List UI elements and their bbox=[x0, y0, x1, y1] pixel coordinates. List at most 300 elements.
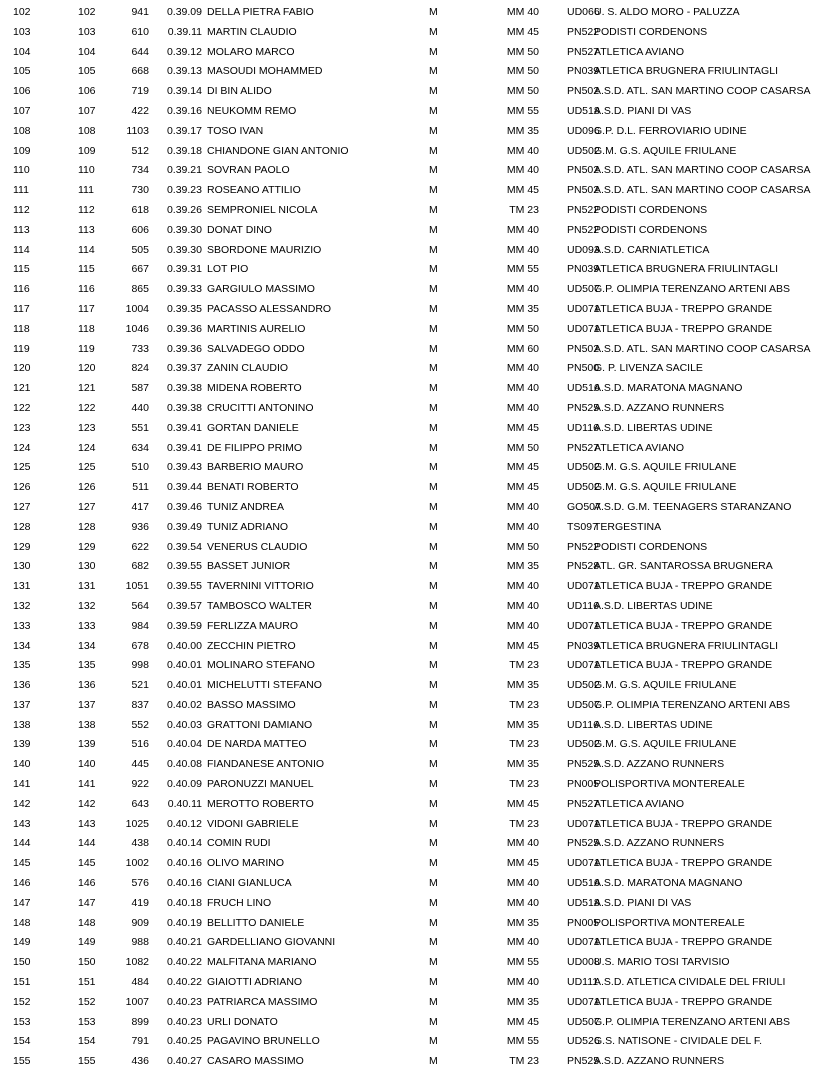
finish-time-cell: 0.39.31 bbox=[166, 263, 202, 276]
bib-number-cell: 644 bbox=[131, 45, 149, 58]
category-cell: MM 40 bbox=[506, 599, 539, 612]
bib-number-cell: 1002 bbox=[125, 857, 149, 870]
category-cell: TM 23 bbox=[509, 203, 539, 216]
finish-time-cell: 0.39.44 bbox=[166, 481, 202, 494]
club-code-cell: UD507 bbox=[567, 283, 600, 296]
sex-cell: M bbox=[429, 223, 438, 236]
finish-time-cell: 0.40.01 bbox=[166, 659, 202, 672]
club-name-cell: G.P. OLIMPIA TERENZANO ARTENI ABS bbox=[594, 283, 791, 296]
athlete-name-cell: TOSO IVAN bbox=[207, 124, 264, 137]
athlete-name-cell: DELLA PIETRA FABIO bbox=[207, 6, 314, 18]
club-code-cell: UD096 bbox=[567, 124, 600, 137]
athlete-name-cell: SBORDONE MAURIZIO bbox=[207, 243, 322, 256]
category-position-cell: 122 bbox=[78, 401, 96, 414]
club-code-cell: PN522 bbox=[567, 25, 600, 38]
club-code-cell: UD071 bbox=[567, 936, 600, 949]
category-position-cell: 102 bbox=[78, 6, 96, 18]
bib-number-cell: 438 bbox=[131, 837, 149, 850]
category-cell: MM 35 bbox=[506, 560, 539, 573]
finish-time-cell: 0.39.17 bbox=[166, 124, 202, 137]
position-cell: 154 bbox=[13, 1035, 31, 1048]
bib-number-cell: 1025 bbox=[125, 817, 149, 830]
category-position-cell: 154 bbox=[78, 1035, 96, 1048]
athlete-name-cell: FRUCH LINO bbox=[207, 896, 272, 909]
athlete-name-cell: MASOUDI MOHAMMED bbox=[207, 65, 323, 78]
club-name-cell: U.S. MARIO TOSI TARVISIO bbox=[594, 956, 730, 969]
finish-time-cell: 0.40.19 bbox=[166, 916, 202, 929]
finish-time-cell: 0.40.14 bbox=[166, 837, 202, 850]
club-code-cell: PN502 bbox=[567, 85, 600, 98]
position-cell: 144 bbox=[13, 837, 31, 850]
category-position-cell: 140 bbox=[78, 758, 96, 771]
bib-number-cell: 564 bbox=[131, 599, 149, 612]
category-cell: MM 35 bbox=[506, 916, 539, 929]
sex-cell: M bbox=[429, 1035, 438, 1048]
position-cell: 140 bbox=[13, 758, 31, 771]
club-code-cell: UD507 bbox=[567, 698, 600, 711]
table-row bbox=[0, 458, 820, 478]
athlete-name-cell: FERLIZZA MAURO bbox=[207, 619, 299, 632]
athlete-name-cell: OLIVO MARINO bbox=[207, 857, 285, 870]
table-row bbox=[0, 340, 820, 360]
athlete-name-cell: MOLARO MARCO bbox=[207, 45, 295, 58]
position-cell: 138 bbox=[13, 718, 31, 731]
position-cell: 145 bbox=[13, 857, 31, 870]
bib-number-cell: 936 bbox=[131, 520, 149, 533]
club-code-cell: UD071 bbox=[567, 580, 600, 593]
table-row bbox=[0, 260, 820, 280]
club-name-cell: A.S.D. AZZANO RUNNERS bbox=[594, 401, 725, 414]
table-row bbox=[0, 538, 820, 558]
bib-number-cell: 730 bbox=[131, 184, 149, 197]
sex-cell: M bbox=[429, 758, 438, 771]
club-code-cell: PN527 bbox=[567, 441, 600, 454]
finish-time-cell: 0.40.18 bbox=[166, 896, 202, 909]
category-position-cell: 130 bbox=[78, 560, 96, 573]
bib-number-cell: 419 bbox=[131, 896, 149, 909]
bib-number-cell: 521 bbox=[131, 679, 149, 692]
finish-time-cell: 0.40.00 bbox=[166, 639, 202, 652]
club-code-cell: UD071 bbox=[567, 619, 600, 632]
club-name-cell: G. P. LIVENZA SACILE bbox=[594, 362, 703, 375]
category-position-cell: 137 bbox=[78, 698, 96, 711]
club-name-cell: ATLETICA BUJA - TREPPO GRANDE bbox=[594, 995, 773, 1008]
club-name-cell: A.S.D. PIANI DI VAS bbox=[594, 896, 692, 909]
table-row bbox=[0, 716, 820, 736]
category-position-cell: 141 bbox=[78, 778, 96, 791]
table-row bbox=[0, 359, 820, 379]
category-cell: MM 40 bbox=[506, 896, 539, 909]
finish-time-cell: 0.39.12 bbox=[166, 45, 202, 58]
sex-cell: M bbox=[429, 6, 438, 18]
finish-time-cell: 0.39.36 bbox=[166, 322, 202, 335]
club-name-cell: G.M. G.S. AQUILE FRIULANE bbox=[594, 738, 737, 751]
sex-cell: M bbox=[429, 65, 438, 78]
category-position-cell: 120 bbox=[78, 362, 96, 375]
club-name-cell: PODISTI CORDENONS bbox=[594, 203, 708, 216]
club-name-cell: ATLETICA AVIANO bbox=[594, 45, 685, 58]
category-cell: MM 40 bbox=[506, 243, 539, 256]
table-row bbox=[0, 3, 820, 23]
category-position-cell: 107 bbox=[78, 104, 96, 117]
athlete-name-cell: DI BIN ALIDO bbox=[207, 85, 272, 98]
category-position-cell: 116 bbox=[78, 283, 95, 296]
club-code-cell: PN039 bbox=[567, 65, 600, 78]
club-code-cell: UD116 bbox=[567, 599, 599, 612]
category-cell: MM 40 bbox=[506, 362, 539, 375]
finish-time-cell: 0.39.35 bbox=[166, 302, 202, 315]
sex-cell: M bbox=[429, 520, 438, 533]
table-row bbox=[0, 597, 820, 617]
category-position-cell: 117 bbox=[78, 302, 95, 315]
sex-cell: M bbox=[429, 540, 438, 553]
position-cell: 147 bbox=[13, 896, 31, 909]
results-body bbox=[0, 3, 820, 1072]
bib-number-cell: 837 bbox=[131, 698, 149, 711]
bib-number-cell: 899 bbox=[131, 1015, 149, 1028]
finish-time-cell: 0.39.11 bbox=[167, 25, 202, 38]
table-row bbox=[0, 933, 820, 953]
category-cell: MM 45 bbox=[506, 461, 539, 474]
finish-time-cell: 0.39.30 bbox=[166, 243, 202, 256]
category-cell: MM 55 bbox=[506, 956, 539, 969]
table-row bbox=[0, 993, 820, 1013]
position-cell: 148 bbox=[13, 916, 31, 929]
club-name-cell: ATLETICA BRUGNERA FRIULINTAGLI bbox=[594, 639, 778, 652]
athlete-name-cell: VIDONI GABRIELE bbox=[207, 817, 299, 830]
finish-time-cell: 0.39.13 bbox=[166, 65, 202, 78]
sex-cell: M bbox=[429, 956, 438, 969]
club-name-cell: PODISTI CORDENONS bbox=[594, 25, 708, 38]
finish-time-cell: 0.40.09 bbox=[166, 778, 202, 791]
position-cell: 103 bbox=[13, 25, 31, 38]
sex-cell: M bbox=[429, 421, 438, 434]
sex-cell: M bbox=[429, 837, 438, 850]
table-row bbox=[0, 439, 820, 459]
sex-cell: M bbox=[429, 144, 438, 157]
position-cell: 112 bbox=[13, 203, 30, 216]
position-cell: 142 bbox=[13, 797, 31, 810]
bib-number-cell: 909 bbox=[131, 916, 149, 929]
club-name-cell: A.S.D. ATL. SAN MARTINO COOP CASARSA bbox=[594, 184, 811, 197]
position-cell: 146 bbox=[13, 877, 31, 890]
table-row bbox=[0, 696, 820, 716]
sex-cell: M bbox=[429, 580, 438, 593]
finish-time-cell: 0.40.16 bbox=[166, 877, 202, 890]
category-cell: MM 45 bbox=[506, 25, 539, 38]
category-position-cell: 153 bbox=[78, 1015, 96, 1028]
category-position-cell: 121 bbox=[78, 382, 96, 395]
table-row bbox=[0, 300, 820, 320]
finish-time-cell: 0.39.49 bbox=[166, 520, 202, 533]
category-cell: MM 40 bbox=[506, 144, 539, 157]
bib-number-cell: 610 bbox=[131, 25, 149, 38]
category-position-cell: 118 bbox=[78, 322, 95, 335]
athlete-name-cell: MICHELUTTI STEFANO bbox=[207, 679, 322, 692]
athlete-name-cell: LOT PIO bbox=[207, 263, 249, 276]
table-row bbox=[0, 1013, 820, 1033]
club-name-cell: TERGESTINA bbox=[594, 520, 662, 533]
bib-number-cell: 516 bbox=[131, 738, 149, 751]
category-position-cell: 151 bbox=[78, 976, 96, 989]
club-name-cell: A.S.D. G.M. TEENAGERS STARANZANO bbox=[594, 500, 792, 513]
position-cell: 127 bbox=[13, 500, 31, 513]
sex-cell: M bbox=[429, 203, 438, 216]
bib-number-cell: 678 bbox=[131, 639, 149, 652]
position-cell: 125 bbox=[13, 461, 31, 474]
category-position-cell: 113 bbox=[78, 223, 95, 236]
sex-cell: M bbox=[429, 639, 438, 652]
club-code-cell: PN525 bbox=[567, 401, 600, 414]
bib-number-cell: 791 bbox=[131, 1035, 149, 1048]
finish-time-cell: 0.40.27 bbox=[166, 1055, 202, 1068]
table-row bbox=[0, 894, 820, 914]
sex-cell: M bbox=[429, 481, 438, 494]
sex-cell: M bbox=[429, 679, 438, 692]
club-code-cell: PN527 bbox=[567, 797, 600, 810]
club-code-cell: UD502 bbox=[567, 461, 600, 474]
club-name-cell: G.P. D.L. FERROVIARIO UDINE bbox=[594, 124, 747, 137]
finish-time-cell: 0.39.54 bbox=[166, 540, 202, 553]
athlete-name-cell: ZANIN CLAUDIO bbox=[207, 362, 289, 375]
club-code-cell: PN525 bbox=[567, 758, 600, 771]
category-position-cell: 108 bbox=[78, 124, 96, 137]
category-position-cell: 111 bbox=[78, 184, 94, 197]
club-name-cell: A.S.D. MARATONA MAGNANO bbox=[594, 382, 743, 395]
sex-cell: M bbox=[429, 817, 438, 830]
bib-number-cell: 1046 bbox=[125, 322, 149, 335]
club-code-cell: GO507 bbox=[567, 500, 601, 513]
bib-number-cell: 682 bbox=[131, 560, 149, 573]
club-name-cell: POLISPORTIVA MONTEREALE bbox=[594, 778, 745, 791]
club-code-cell: UD502 bbox=[567, 738, 600, 751]
bib-number-cell: 484 bbox=[131, 976, 149, 989]
category-position-cell: 133 bbox=[78, 619, 96, 632]
table-row bbox=[0, 775, 820, 795]
bib-number-cell: 667 bbox=[131, 263, 149, 276]
table-row bbox=[0, 419, 820, 439]
category-cell: TM 23 bbox=[509, 817, 539, 830]
finish-time-cell: 0.40.04 bbox=[166, 738, 202, 751]
category-cell: MM 45 bbox=[506, 1015, 539, 1028]
category-cell: MM 40 bbox=[506, 936, 539, 949]
club-code-cell: UD071 bbox=[567, 322, 600, 335]
finish-time-cell: 0.39.36 bbox=[166, 342, 202, 355]
category-cell: MM 35 bbox=[506, 718, 539, 731]
bib-number-cell: 998 bbox=[131, 659, 149, 672]
finish-time-cell: 0.39.59 bbox=[166, 619, 202, 632]
category-position-cell: 142 bbox=[78, 797, 96, 810]
athlete-name-cell: DE NARDA MATTEO bbox=[207, 738, 307, 751]
club-name-cell: A.S.D. LIBERTAS UDINE bbox=[594, 421, 713, 434]
club-code-cell: UD071 bbox=[567, 817, 600, 830]
finish-time-cell: 0.40.25 bbox=[166, 1035, 202, 1048]
position-cell: 130 bbox=[13, 560, 31, 573]
athlete-name-cell: VENERUS CLAUDIO bbox=[207, 540, 308, 553]
club-name-cell: G.S. NATISONE - CIVIDALE DEL F. bbox=[594, 1035, 763, 1048]
bib-number-cell: 719 bbox=[131, 85, 149, 98]
category-cell: MM 40 bbox=[506, 283, 539, 296]
club-name-cell: A.S.D. PIANI DI VAS bbox=[594, 104, 692, 117]
table-row bbox=[0, 1032, 820, 1052]
category-position-cell: 115 bbox=[78, 263, 95, 276]
table-row bbox=[0, 854, 820, 874]
category-cell: MM 35 bbox=[506, 302, 539, 315]
category-position-cell: 103 bbox=[78, 25, 96, 38]
bib-number-cell: 587 bbox=[131, 382, 149, 395]
category-cell: MM 35 bbox=[506, 995, 539, 1008]
bib-number-cell: 422 bbox=[131, 104, 149, 117]
sex-cell: M bbox=[429, 896, 438, 909]
sex-cell: M bbox=[429, 738, 438, 751]
club-name-cell: A.S.D. LIBERTAS UDINE bbox=[594, 718, 713, 731]
athlete-name-cell: COMIN RUDI bbox=[207, 837, 271, 850]
sex-cell: M bbox=[429, 441, 438, 454]
sex-cell: M bbox=[429, 45, 438, 58]
athlete-name-cell: BELLITTO DANIELE bbox=[207, 916, 305, 929]
position-cell: 132 bbox=[13, 599, 31, 612]
club-name-cell: A.S.D. AZZANO RUNNERS bbox=[594, 758, 725, 771]
club-name-cell: ATLETICA AVIANO bbox=[594, 797, 685, 810]
finish-time-cell: 0.40.22 bbox=[166, 976, 202, 989]
bib-number-cell: 618 bbox=[131, 203, 149, 216]
category-cell: MM 40 bbox=[506, 619, 539, 632]
club-name-cell: ATLETICA BRUGNERA FRIULINTAGLI bbox=[594, 65, 778, 78]
athlete-name-cell: GRATTONI DAMIANO bbox=[207, 718, 313, 731]
athlete-name-cell: DE FILIPPO PRIMO bbox=[207, 441, 303, 454]
bib-number-cell: 922 bbox=[131, 778, 149, 791]
category-position-cell: 135 bbox=[78, 659, 96, 672]
sex-cell: M bbox=[429, 164, 438, 177]
club-name-cell: G.M. G.S. AQUILE FRIULANE bbox=[594, 679, 737, 692]
bib-number-cell: 668 bbox=[131, 65, 149, 78]
club-name-cell: A.S.D. ATL. SAN MARTINO COOP CASARSA bbox=[594, 85, 811, 98]
category-position-cell: 132 bbox=[78, 599, 96, 612]
sex-cell: M bbox=[429, 599, 438, 612]
athlete-name-cell: PARONUZZI MANUEL bbox=[207, 778, 314, 791]
club-name-cell: G.M. G.S. AQUILE FRIULANE bbox=[594, 461, 737, 474]
position-cell: 126 bbox=[13, 481, 31, 494]
category-cell: MM 40 bbox=[506, 401, 539, 414]
category-position-cell: 131 bbox=[78, 580, 96, 593]
position-cell: 106 bbox=[13, 85, 31, 98]
category-cell: MM 40 bbox=[506, 164, 539, 177]
category-position-cell: 147 bbox=[78, 896, 96, 909]
category-cell: MM 55 bbox=[506, 1035, 539, 1048]
sex-cell: M bbox=[429, 778, 438, 791]
category-position-cell: 110 bbox=[78, 164, 95, 177]
category-cell: MM 40 bbox=[506, 223, 539, 236]
club-name-cell: PODISTI CORDENONS bbox=[594, 540, 708, 553]
position-cell: 151 bbox=[13, 976, 31, 989]
category-position-cell: 145 bbox=[78, 857, 96, 870]
club-code-cell: PN528 bbox=[567, 560, 600, 573]
athlete-name-cell: ROSEANO ATTILIO bbox=[207, 184, 301, 197]
table-row bbox=[0, 637, 820, 657]
position-cell: 137 bbox=[13, 698, 31, 711]
category-cell: TM 23 bbox=[509, 1055, 539, 1068]
sex-cell: M bbox=[429, 85, 438, 98]
athlete-name-cell: BASSET JUNIOR bbox=[207, 560, 291, 573]
sex-cell: M bbox=[429, 857, 438, 870]
position-cell: 115 bbox=[13, 263, 30, 276]
position-cell: 109 bbox=[13, 144, 31, 157]
club-code-cell: PN522 bbox=[567, 203, 600, 216]
category-position-cell: 143 bbox=[78, 817, 96, 830]
club-code-cell: UD071 bbox=[567, 995, 600, 1008]
sex-cell: M bbox=[429, 916, 438, 929]
category-cell: MM 40 bbox=[506, 877, 539, 890]
table-row bbox=[0, 755, 820, 775]
athlete-name-cell: GIAIOTTI ADRIANO bbox=[207, 976, 303, 989]
club-name-cell: PODISTI CORDENONS bbox=[594, 223, 708, 236]
athlete-name-cell: TAVERNINI VITTORIO bbox=[207, 580, 314, 593]
table-row bbox=[0, 161, 820, 181]
finish-time-cell: 0.40.22 bbox=[166, 956, 202, 969]
category-cell: MM 45 bbox=[506, 481, 539, 494]
category-cell: TM 23 bbox=[509, 778, 539, 791]
category-position-cell: 138 bbox=[78, 718, 96, 731]
sex-cell: M bbox=[429, 718, 438, 731]
athlete-name-cell: URLI DONATO bbox=[207, 1015, 278, 1028]
category-cell: MM 60 bbox=[506, 342, 539, 355]
club-name-cell: A.S.D. ATLETICA CIVIDALE DEL FRIULI bbox=[594, 976, 786, 989]
club-code-cell: PN502 bbox=[567, 164, 600, 177]
sex-cell: M bbox=[429, 184, 438, 197]
sex-cell: M bbox=[429, 936, 438, 949]
club-code-cell: UD116 bbox=[567, 421, 599, 434]
sex-cell: M bbox=[429, 976, 438, 989]
club-code-cell: UD071 bbox=[567, 857, 600, 870]
category-position-cell: 144 bbox=[78, 837, 96, 850]
position-cell: 143 bbox=[13, 817, 31, 830]
category-cell: MM 40 bbox=[506, 500, 539, 513]
position-cell: 105 bbox=[13, 65, 31, 78]
category-position-cell: 104 bbox=[78, 45, 96, 58]
athlete-name-cell: SOVRAN PAOLO bbox=[207, 164, 290, 177]
position-cell: 152 bbox=[13, 995, 31, 1008]
sex-cell: M bbox=[429, 322, 438, 335]
finish-time-cell: 0.39.14 bbox=[166, 85, 202, 98]
category-position-cell: 124 bbox=[78, 441, 96, 454]
category-position-cell: 129 bbox=[78, 540, 96, 553]
table-row bbox=[0, 122, 820, 142]
finish-time-cell: 0.39.37 bbox=[166, 362, 202, 375]
table-row bbox=[0, 221, 820, 241]
position-cell: 153 bbox=[13, 1015, 31, 1028]
position-cell: 129 bbox=[13, 540, 31, 553]
bib-number-cell: 622 bbox=[131, 540, 149, 553]
finish-time-cell: 0.39.33 bbox=[166, 283, 202, 296]
club-code-cell: TS097 bbox=[567, 520, 598, 533]
club-name-cell: ATLETICA BUJA - TREPPO GRANDE bbox=[594, 936, 773, 949]
sex-cell: M bbox=[429, 1055, 438, 1068]
results-table bbox=[0, 3, 820, 1072]
athlete-name-cell: GORTAN DANIELE bbox=[207, 421, 299, 434]
athlete-name-cell: CIANI GIANLUCA bbox=[207, 877, 292, 890]
finish-time-cell: 0.40.23 bbox=[166, 1015, 202, 1028]
athlete-name-cell: BASSO MASSIMO bbox=[207, 698, 296, 711]
category-cell: MM 40 bbox=[506, 382, 539, 395]
finish-time-cell: 0.39.26 bbox=[166, 203, 202, 216]
category-cell: TM 23 bbox=[509, 659, 539, 672]
table-row bbox=[0, 181, 820, 201]
athlete-name-cell: FIANDANESE ANTONIO bbox=[207, 758, 325, 771]
sex-cell: M bbox=[429, 560, 438, 573]
finish-time-cell: 0.39.16 bbox=[166, 104, 202, 117]
finish-time-cell: 0.39.55 bbox=[166, 560, 202, 573]
sex-cell: M bbox=[429, 25, 438, 38]
